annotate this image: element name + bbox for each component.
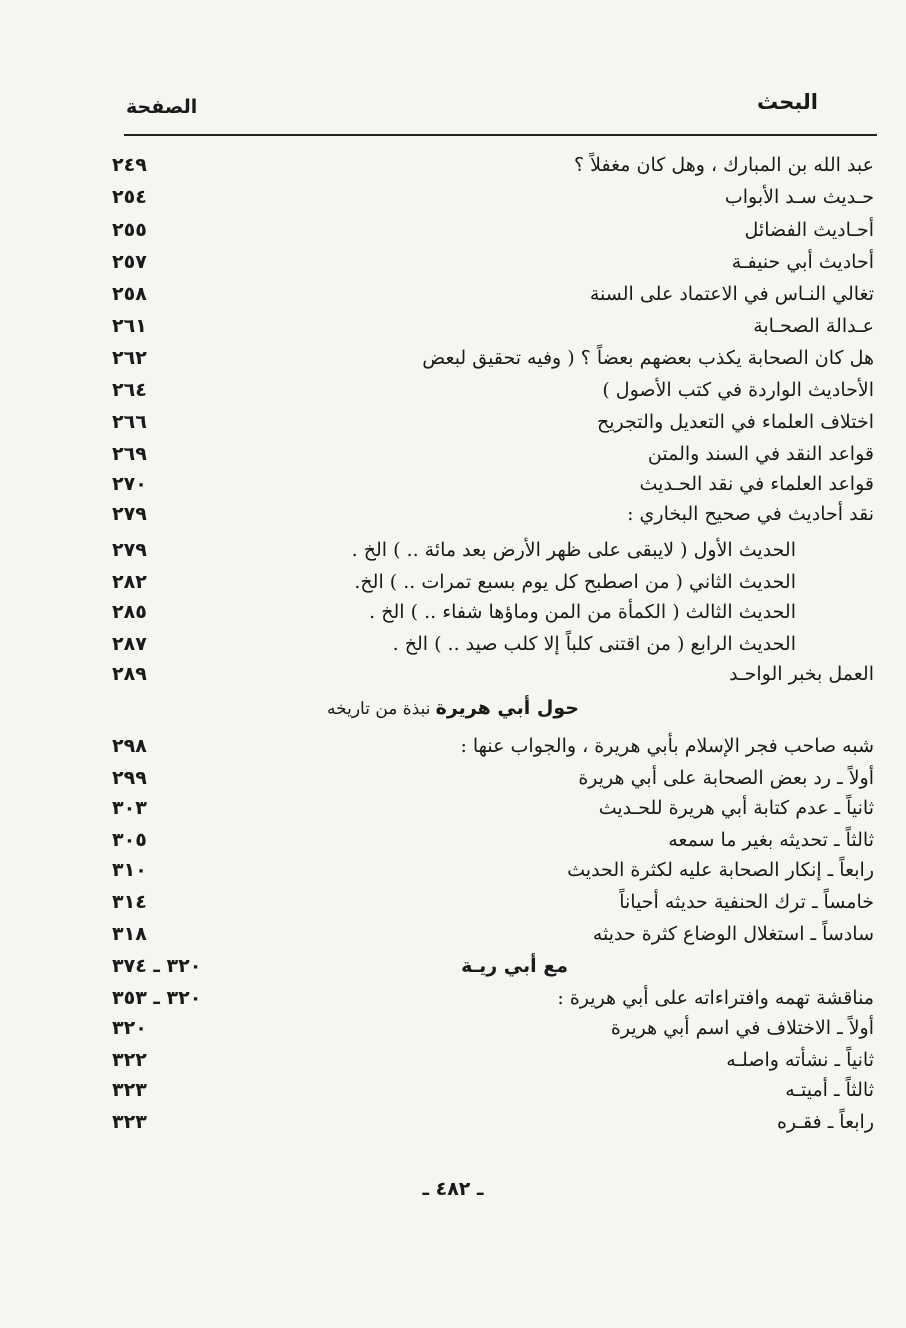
entry-text: قواعد العلماء في نقد الحـديث bbox=[639, 473, 874, 495]
index-entry bbox=[0, 1044, 906, 1076]
index-entry bbox=[0, 246, 906, 278]
index-entry bbox=[0, 854, 906, 886]
section-heading-bold: حول أبي هريرة bbox=[435, 697, 579, 719]
entry-text: الأحاديث الواردة في كتب الأصول ) bbox=[602, 379, 874, 401]
index-entry bbox=[0, 824, 906, 856]
entry-page: ٢٨٧ bbox=[112, 633, 147, 655]
entry-page: ٣٢٠ ـ ٣٥٣ bbox=[112, 987, 202, 1009]
entry-text: رابعاً ـ إنكار الصحابة عليه لكثرة الحديث bbox=[567, 859, 874, 881]
index-entry bbox=[0, 730, 906, 762]
entry-page: ٢٥٧ bbox=[112, 251, 147, 273]
entry-text: ثالثاً ـ تحديثه بغير ما سمعه bbox=[668, 829, 874, 851]
entry-text: نقد أحاديث في صحيح البخاري : bbox=[627, 503, 874, 525]
column-header-page: الصفحة bbox=[126, 96, 198, 118]
page-number: ـ ٤٨٢ ـ bbox=[422, 1178, 484, 1200]
entry-page: ٢٨٩ bbox=[112, 663, 147, 685]
entry-page: ٣٢٢ bbox=[112, 1049, 147, 1071]
entry-text: رابعاً ـ فقـره bbox=[776, 1111, 874, 1133]
index-entry bbox=[0, 886, 906, 918]
index-entry bbox=[0, 792, 906, 824]
entry-page: ٣١٠ bbox=[112, 859, 147, 881]
entry-page: ٢٦٩ bbox=[112, 443, 147, 465]
index-entry bbox=[0, 181, 906, 213]
entry-text: تغالي النـاس في الاعتماد على السنة bbox=[589, 283, 874, 305]
entry-text: قواعد النقد في السند والمتن bbox=[647, 443, 874, 465]
entry-text: أولاً ـ رد بعض الصحابة على أبي هريرة bbox=[578, 767, 874, 789]
entry-text: ثالثاً ـ أميتـه bbox=[785, 1079, 874, 1101]
entry-page: ٢٩٩ bbox=[112, 767, 147, 789]
index-entry bbox=[0, 628, 906, 660]
entry-text: الحديث الأول ( لايبقى على ظهر الأرض بعد مائة .. ) الخ . bbox=[351, 539, 796, 561]
entry-page: ٣١٤ bbox=[112, 891, 147, 913]
index-entry bbox=[0, 342, 906, 374]
index-entry bbox=[0, 278, 906, 310]
index-entry bbox=[0, 596, 906, 628]
section-heading-page-range: ٣٢٠ ـ ٣٧٤ bbox=[112, 955, 202, 977]
entry-text: اختلاف العلماء في التعديل والتجريح bbox=[597, 411, 874, 433]
entry-text: عبد الله بن المبارك ، وهل كان مغفلاً ؟ bbox=[574, 154, 874, 176]
entry-text: أحـاديث الفضائل bbox=[744, 219, 874, 241]
entry-text: أحاديث أبي حنيفـة bbox=[731, 251, 874, 273]
section-heading-label: مع أبي ريـة bbox=[461, 955, 568, 977]
index-entry bbox=[0, 498, 906, 530]
entry-page: ٣٢٣ bbox=[112, 1079, 147, 1101]
entry-text: ثانياً ـ نشأته واصلـه bbox=[726, 1049, 874, 1071]
section-heading-abu-hurayra bbox=[0, 692, 906, 724]
entry-page: ٣٠٥ bbox=[112, 829, 147, 851]
entry-page: ٢٥٨ bbox=[112, 283, 147, 305]
entry-page: ٢٧٠ bbox=[112, 473, 147, 495]
entry-text: عـدالة الصحـابة bbox=[753, 315, 874, 337]
header-divider bbox=[124, 134, 877, 136]
index-entry bbox=[0, 1012, 906, 1044]
index-entry bbox=[0, 374, 906, 406]
section-heading-subtitle: نبذة من تاريخه bbox=[327, 699, 431, 719]
entry-page: ٣٢٠ bbox=[112, 1017, 147, 1039]
index-entry bbox=[0, 762, 906, 794]
index-entry bbox=[0, 310, 906, 342]
column-header-topic: البحث bbox=[756, 90, 818, 114]
entry-page: ٢٥٤ bbox=[112, 186, 147, 208]
index-entry bbox=[0, 214, 906, 246]
section-heading-abu-rayya bbox=[0, 950, 906, 982]
index-entry bbox=[0, 406, 906, 438]
entry-page: ٢٤٩ bbox=[112, 154, 147, 176]
entry-text: هل كان الصحابة يكذب بعضهم بعضاً ؟ ( وفيه تحقيق لبعض bbox=[422, 347, 874, 369]
index-entry bbox=[0, 918, 906, 950]
entry-text: مناقشة تهمه وافتراءاته على أبي هريرة : bbox=[557, 987, 874, 1009]
index-entry bbox=[0, 468, 906, 500]
entry-page: ٢٧٩ bbox=[112, 503, 147, 525]
entry-text: أولاً ـ الاختلاف في اسم أبي هريرة bbox=[610, 1017, 874, 1039]
entry-page: ٢٦٢ bbox=[112, 347, 147, 369]
entry-page: ٣٢٣ bbox=[112, 1111, 147, 1133]
index-entry bbox=[0, 658, 906, 690]
entry-text: العمل بخبر الواحـد bbox=[729, 663, 874, 685]
entry-page: ٣١٨ bbox=[112, 923, 147, 945]
index-entry bbox=[0, 534, 906, 566]
entry-text: سادساً ـ استغلال الوضاع كثرة حديثه bbox=[592, 923, 874, 945]
index-entry bbox=[0, 438, 906, 470]
index-entry bbox=[0, 149, 906, 181]
index-entry bbox=[0, 566, 906, 598]
entry-text: الحديث الثاني ( من اصطبح كل يوم بسبع تمرات .. ) الخ. bbox=[354, 571, 796, 593]
entry-text: الحديث الرابع ( من اقتنى كلباً إلا كلب صيد .. ) الخ . bbox=[392, 633, 796, 655]
entry-page: ٢٩٨ bbox=[112, 735, 147, 757]
entry-text: شبه صاحب فجر الإسلام بأبي هريرة ، والجواب عنها : bbox=[460, 735, 874, 757]
entry-text: الحديث الثالث ( الكمأة من المن وماؤها شفاء .. ) الخ . bbox=[369, 601, 796, 623]
entry-text: ثانياً ـ عدم كتابة أبي هريرة للحـديث bbox=[598, 797, 874, 819]
entry-page: ٢٦٤ bbox=[112, 379, 147, 401]
entry-page: ٢٨٢ bbox=[112, 571, 147, 593]
entry-page: ٢٥٥ bbox=[112, 219, 147, 241]
entry-text: حـديث سـد الأبواب bbox=[724, 186, 874, 208]
entry-page: ٢٨٥ bbox=[112, 601, 147, 623]
entry-page: ٢٧٩ bbox=[112, 539, 147, 561]
entry-text: خامساً ـ ترك الحنفية حديثه أحياناً bbox=[619, 891, 874, 913]
entry-page: ٢٦١ bbox=[112, 315, 147, 337]
index-entry bbox=[0, 1074, 906, 1106]
index-entry bbox=[0, 982, 906, 1014]
entry-page: ٢٦٦ bbox=[112, 411, 147, 433]
entry-page: ٣٠٣ bbox=[112, 797, 147, 819]
index-entry bbox=[0, 1106, 906, 1138]
